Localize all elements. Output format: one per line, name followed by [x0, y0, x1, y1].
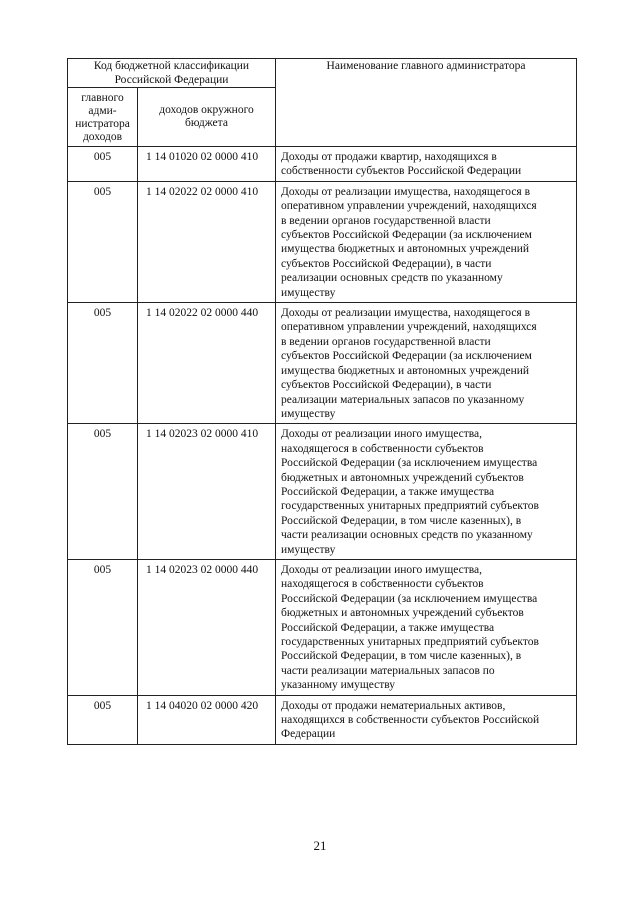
income-code-cell: 1 14 04020 02 0000 420: [138, 695, 276, 744]
income-name-line: Доходы от продажи квартир, находящихся в: [281, 151, 497, 163]
income-name-line: находящихся в собственности субъектов Российской: [281, 714, 540, 727]
income-name-line: имуществу: [281, 407, 336, 420]
table-row: [68, 559, 577, 695]
admin-code-cell: 005: [68, 559, 138, 695]
income-name-line: Российской Федерации, а также имущества: [281, 621, 495, 634]
income-name-line: Доходы от продажи нематериальных активов,: [281, 699, 506, 712]
income-name-line: в ведении органов государственной власти: [281, 335, 491, 348]
admin-code-cell: 005: [68, 303, 138, 424]
income-name-line: субъектов Российской Федерации), в части: [281, 379, 492, 392]
income-name-line: Федерации: [281, 728, 336, 741]
budget-classification-table: [67, 58, 577, 745]
income-code-cell: 1 14 02023 02 0000 440: [138, 559, 276, 695]
income-name-line: Российской Федерации (за исключением имущества: [281, 592, 538, 605]
income-code-cell: 1 14 02022 02 0000 410: [138, 181, 276, 302]
income-name-line: Российской Федерации (за исключением имущества: [281, 457, 538, 470]
header-admin-line: адми-: [88, 105, 117, 117]
table-row: [68, 147, 577, 182]
income-name-line: части реализации материальных запасов по: [281, 664, 495, 677]
income-name-line: Российской Федерации, а также имущества: [281, 485, 495, 498]
income-name-cell: [276, 303, 577, 424]
page-number: 21: [313, 838, 327, 853]
income-name-line: находящегося в собственности субъектов: [281, 578, 484, 591]
income-name-line: оперативном управлении учреждений, находящихся: [281, 321, 537, 334]
income-name-line: имущества бюджетных и автономных учреждений: [281, 243, 530, 256]
table-row: [68, 181, 577, 302]
income-name-line: оперативном управлении учреждений, находящихся: [281, 200, 537, 213]
table-row: [68, 303, 577, 424]
header-code-group: Код бюджетной классификации Российской Федерации: [68, 59, 276, 88]
income-name-line: имуществу: [281, 286, 336, 299]
income-name-line: имущества бюджетных и автономных учреждений: [281, 364, 530, 377]
income-name-line: субъектов Российской Федерации (за исключением: [281, 229, 532, 242]
income-name-cell: [276, 147, 577, 182]
income-name-line: бюджетных и автономных учреждений субъектов: [281, 607, 524, 620]
income-name-line: собственности субъектов Российской Федерации: [281, 165, 522, 178]
income-name-line: Доходы от реализации имущества, находящегося в: [281, 185, 531, 198]
admin-code-cell: 005: [68, 147, 138, 182]
header-admin-line: нистратора: [75, 118, 130, 130]
header-admin-line: главного: [81, 92, 124, 104]
income-name-line: Российской Федерации, в том числе казенных), в: [281, 514, 522, 527]
income-name-line: имуществу: [281, 543, 336, 556]
income-name-line: Российской Федерации, в том числе казенных), в: [281, 650, 522, 663]
header-income-line: бюджета: [185, 117, 228, 129]
header-admin-line: доходов: [82, 131, 123, 143]
income-name-line: Доходы от реализации иного имущества,: [281, 428, 482, 441]
income-name-line: субъектов Российской Федерации), в части: [281, 257, 492, 270]
income-name-line: Доходы от реализации имущества, находящегося в: [281, 307, 531, 320]
income-code-cell: 1 14 02022 02 0000 440: [138, 303, 276, 424]
income-name-line: в ведении органов государственной власти: [281, 214, 491, 227]
table-row: [68, 695, 577, 744]
income-code-cell: 1 14 02023 02 0000 410: [138, 424, 276, 560]
income-name-line: указанному имуществу: [281, 679, 396, 692]
header-income-code: [138, 88, 276, 147]
income-code-cell: 1 14 01020 02 0000 410: [138, 147, 276, 182]
income-name-line: находящегося в собственности субъектов: [281, 442, 484, 455]
income-name-cell: [276, 181, 577, 302]
income-name-line: части реализации основных средств по указанному: [281, 529, 533, 542]
header-admin-name: Наименование главного администратора: [276, 59, 577, 147]
admin-code-cell: 005: [68, 424, 138, 560]
income-name-line: бюджетных и автономных учреждений субъектов: [281, 471, 524, 484]
header-admin-code: [68, 88, 138, 147]
table-body: [68, 147, 577, 745]
income-name-cell: [276, 559, 577, 695]
header-row-top: [68, 59, 577, 88]
income-name-line: субъектов Российской Федерации (за исключением: [281, 350, 532, 363]
header-income-line: доходов окружного: [159, 104, 254, 116]
income-name-line: реализации материальных запасов по указанному: [281, 393, 525, 406]
income-name-line: государственных унитарных предприятий субъектов: [281, 500, 539, 513]
income-name-line: государственных унитарных предприятий субъектов: [281, 636, 539, 648]
income-name-cell: [276, 695, 577, 744]
admin-code-cell: 005: [68, 695, 138, 744]
income-name-cell: [276, 424, 577, 560]
admin-code-cell: 005: [68, 181, 138, 302]
table-row: [68, 424, 577, 560]
income-name-line: реализации основных средств по указанному: [281, 272, 503, 285]
income-name-line: Доходы от реализации иного имущества,: [281, 563, 482, 576]
